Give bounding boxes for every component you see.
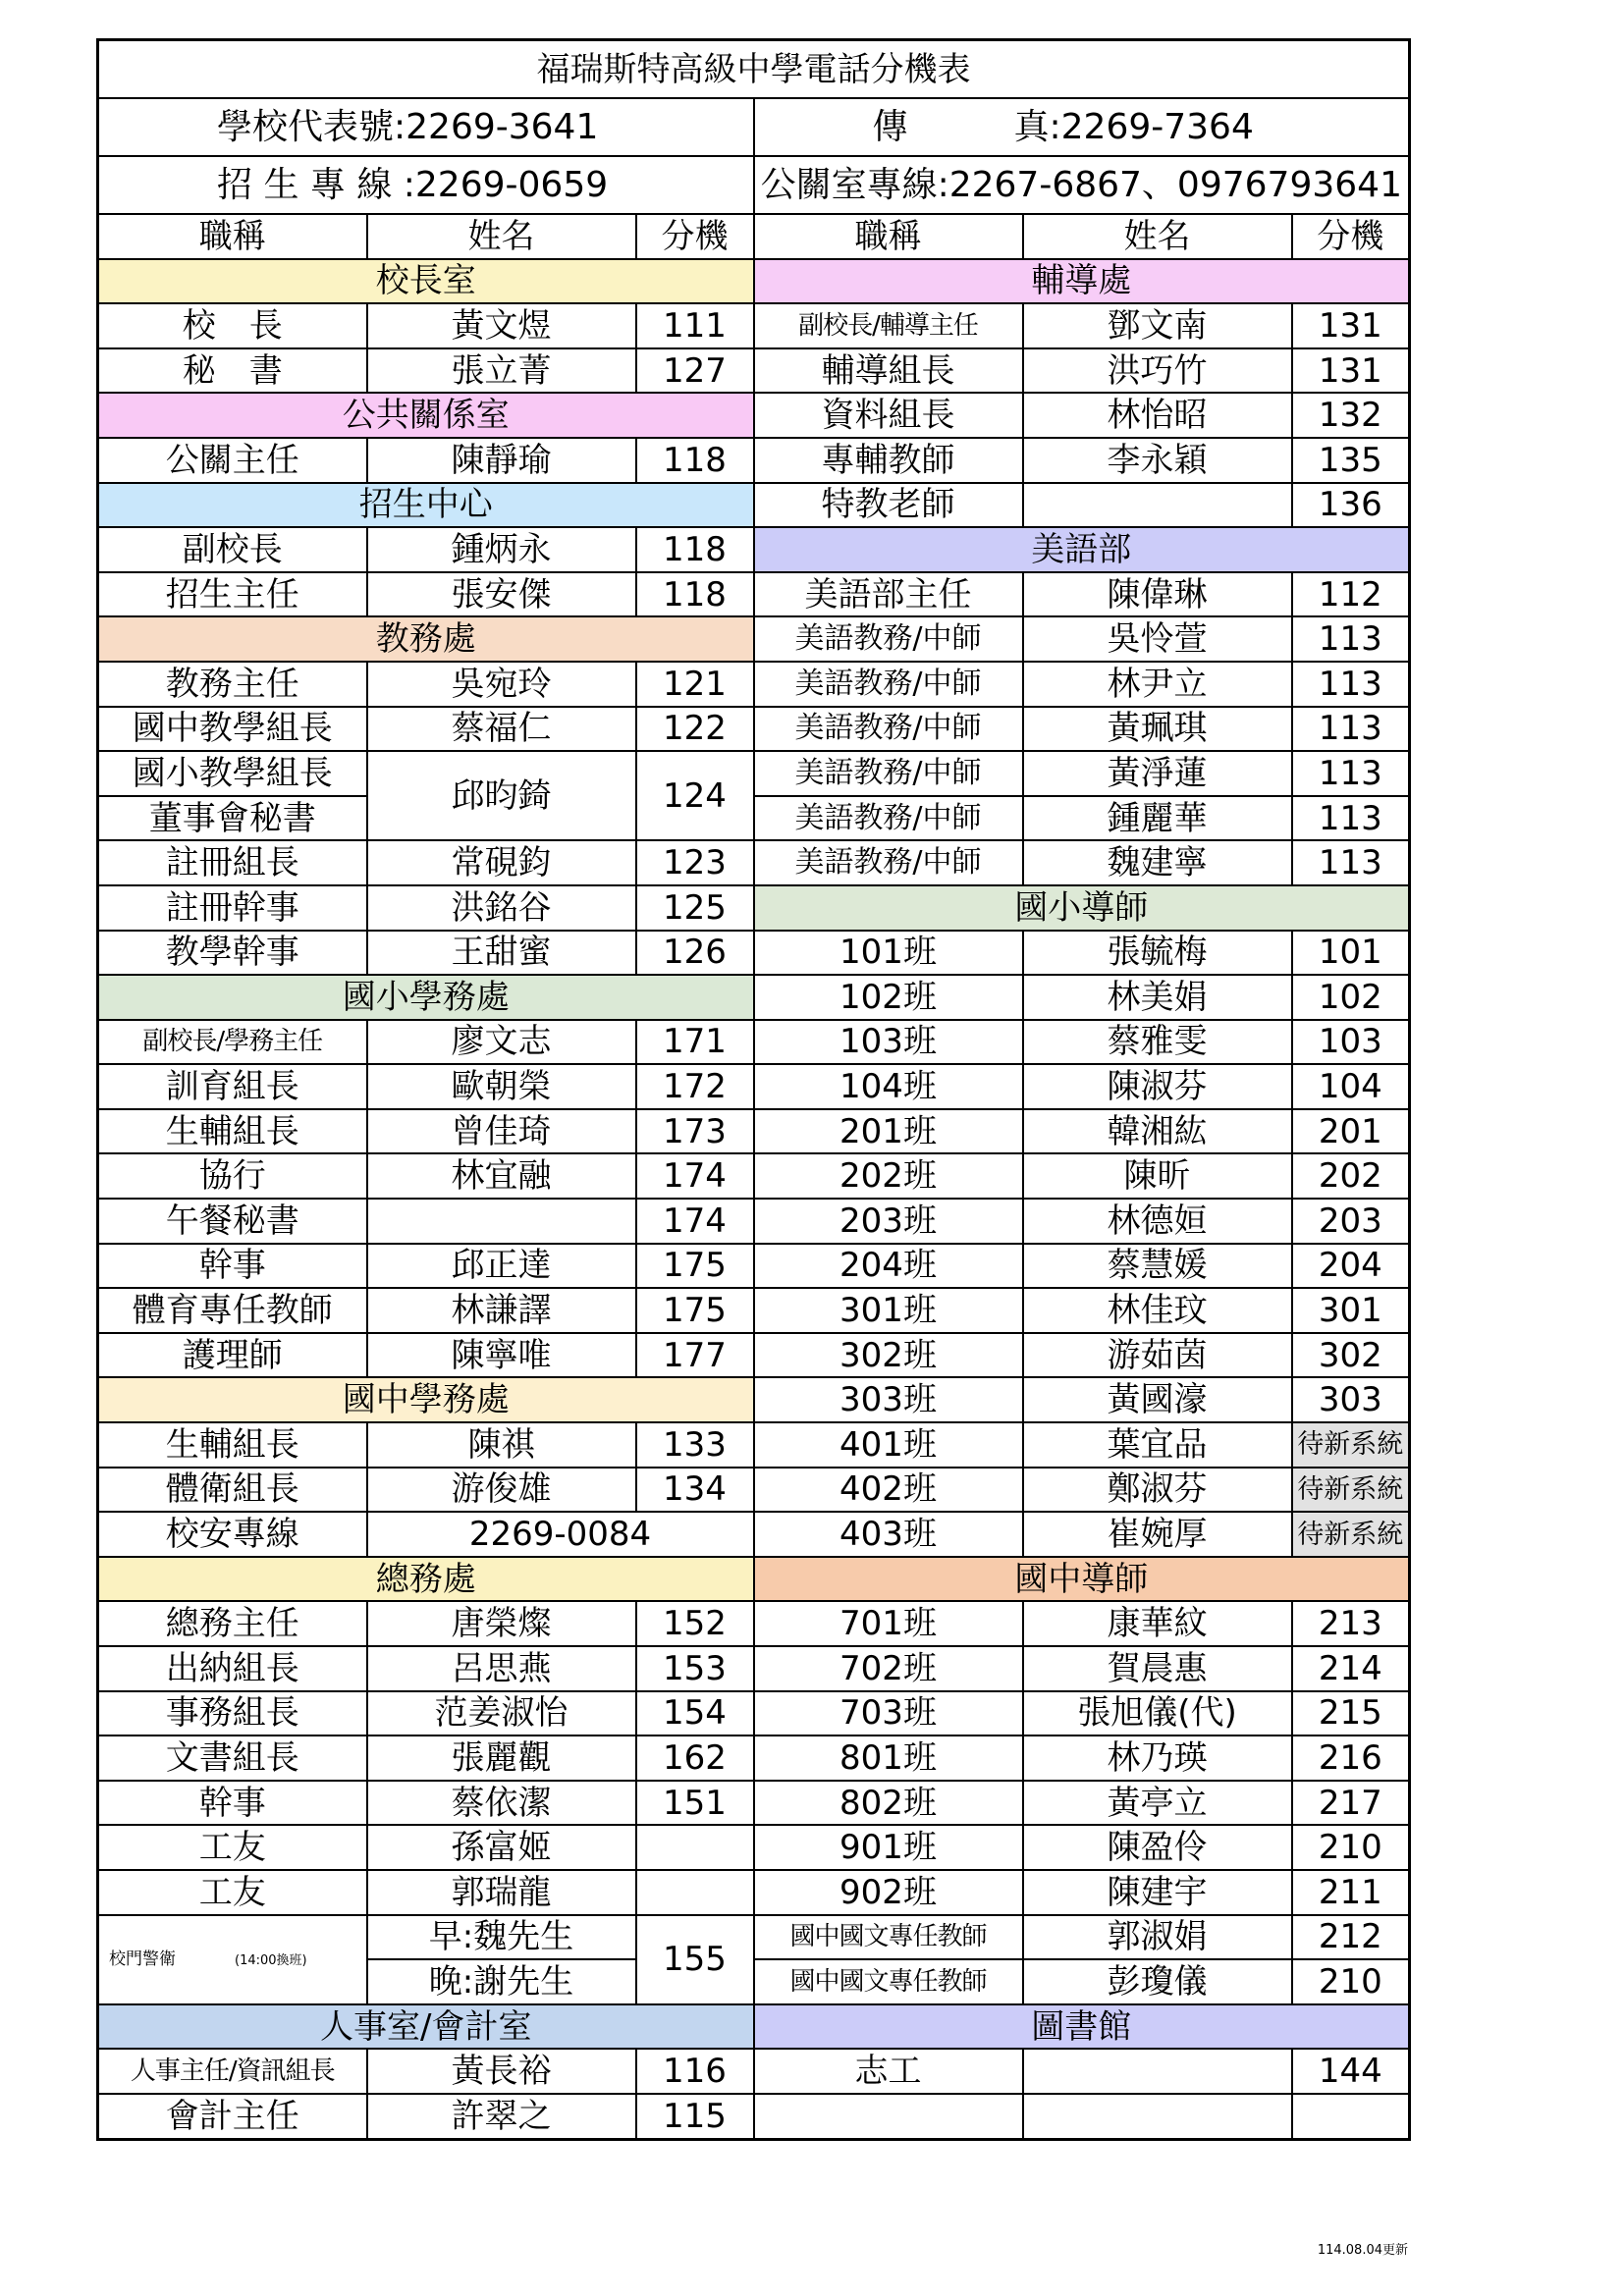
row-name: 鍾麗華 xyxy=(1023,796,1292,841)
row-ext: 210 xyxy=(1292,1959,1410,2004)
row-name: 陳靜瑜 xyxy=(367,438,636,483)
row-ext: 201 xyxy=(1292,1109,1410,1154)
row-name: 蔡慧媛 xyxy=(1023,1244,1292,1289)
row-title: 協行 xyxy=(98,1153,367,1199)
row-name xyxy=(1023,2049,1292,2094)
table-row xyxy=(98,1288,1410,1333)
row-ext: 301 xyxy=(1292,1288,1410,1333)
row-ext: 124 xyxy=(636,751,754,840)
row-ext: 303 xyxy=(1292,1377,1410,1422)
guard-title: 校門警衛 xyxy=(109,1949,176,1969)
table-row xyxy=(98,1244,1410,1289)
table-row xyxy=(98,2094,1410,2139)
row-ext: 133 xyxy=(636,1422,754,1468)
row-ext: 115 xyxy=(636,2094,754,2139)
row-title: 303班 xyxy=(754,1377,1023,1422)
row-ext: 125 xyxy=(636,885,754,931)
row-name: 洪巧竹 xyxy=(1023,348,1292,394)
table-row xyxy=(98,707,1410,752)
table-row xyxy=(98,572,1410,617)
row-name: 張旭儀(代) xyxy=(1023,1691,1292,1736)
row-name: 林乃瑛 xyxy=(1023,1735,1292,1781)
row-ext: 144 xyxy=(1292,2049,1410,2094)
section-header: 圖書館 xyxy=(754,2004,1410,2050)
row-title: 401班 xyxy=(754,1422,1023,1468)
row-title: 專輔教師 xyxy=(754,438,1023,483)
section-header: 國中學務處 xyxy=(98,1377,754,1422)
row-title: 護理師 xyxy=(98,1333,367,1378)
row-title: 美語教務/中師 xyxy=(754,796,1023,841)
row-title: 302班 xyxy=(754,1333,1023,1378)
row-ext: 204 xyxy=(1292,1244,1410,1289)
row-ext: 113 xyxy=(1292,707,1410,752)
table-row xyxy=(98,751,1410,796)
section-header: 美語部 xyxy=(754,527,1410,572)
table-row xyxy=(98,931,1410,976)
row-title: 副校長/學務主任 xyxy=(98,1020,367,1065)
table-row xyxy=(98,393,1410,438)
row-name: 黃國濠 xyxy=(1023,1377,1292,1422)
row-title: 副校長/輔導主任 xyxy=(754,303,1023,348)
row-title: 402班 xyxy=(754,1468,1023,1513)
table-row xyxy=(98,1153,1410,1199)
table-row xyxy=(98,1601,1410,1646)
table-row xyxy=(98,1691,1410,1736)
row-ext: 174 xyxy=(636,1199,754,1244)
row-ext: 136 xyxy=(1292,483,1410,528)
row-name: 吳宛玲 xyxy=(367,662,636,707)
row-ext: 122 xyxy=(636,707,754,752)
row-ext: 118 xyxy=(636,438,754,483)
row-title: 工友 xyxy=(98,1825,367,1870)
empty-cell xyxy=(1023,2094,1292,2139)
row-title: 403班 xyxy=(754,1512,1023,1557)
row-ext: 215 xyxy=(1292,1691,1410,1736)
row-ext: 202 xyxy=(1292,1153,1410,1199)
row-name: 黃珮琪 xyxy=(1023,707,1292,752)
row-name: 蔡依潔 xyxy=(367,1781,636,1826)
fax-number: 傳 真:2269-7364 xyxy=(754,98,1410,156)
row-title: 701班 xyxy=(754,1601,1023,1646)
table-row xyxy=(98,1109,1410,1154)
table-row xyxy=(98,259,1410,304)
row-title: 901班 xyxy=(754,1825,1023,1870)
row-title: 志工 xyxy=(754,2049,1023,2094)
table-row xyxy=(98,662,1410,707)
row-title: 校 長 xyxy=(98,303,367,348)
row-name: 林怡昭 xyxy=(1023,393,1292,438)
section-header: 國中導師 xyxy=(754,1557,1410,1602)
row-title: 體衛組長 xyxy=(98,1468,367,1513)
section-header: 公共關係室 xyxy=(98,393,754,438)
row-title: 204班 xyxy=(754,1244,1023,1289)
row-name: 葉宜品 xyxy=(1023,1422,1292,1468)
row-ext: 104 xyxy=(1292,1064,1410,1109)
row-ext: 175 xyxy=(636,1244,754,1289)
row-name: 2269-0084 xyxy=(367,1512,754,1557)
row-ext: 121 xyxy=(636,662,754,707)
row-name: 陳盈伶 xyxy=(1023,1825,1292,1870)
row-title: 802班 xyxy=(754,1781,1023,1826)
row-title: 人事主任/資訊組長 xyxy=(98,2049,367,2094)
row-name: 黃淨蓮 xyxy=(1023,751,1292,796)
row-name: 張毓梅 xyxy=(1023,931,1292,976)
table-row xyxy=(98,1020,1410,1065)
section-header: 國小學務處 xyxy=(98,975,754,1020)
row-ext: 162 xyxy=(636,1735,754,1781)
section-header: 人事室/會計室 xyxy=(98,2004,754,2050)
row-name: 陳淑芬 xyxy=(1023,1064,1292,1109)
column-header: 分機 xyxy=(636,214,754,259)
row-ext: 待新系統 xyxy=(1292,1512,1410,1557)
row-ext: 152 xyxy=(636,1601,754,1646)
row-ext: 101 xyxy=(1292,931,1410,976)
row-name: 王甜蜜 xyxy=(367,931,636,976)
row-title: 公關主任 xyxy=(98,438,367,483)
row-name: 鄧文南 xyxy=(1023,303,1292,348)
row-name: 洪銘谷 xyxy=(367,885,636,931)
row-title: 801班 xyxy=(754,1735,1023,1781)
table-row xyxy=(98,2049,1410,2094)
row-name: 黃亭立 xyxy=(1023,1781,1292,1826)
row-name: 張安傑 xyxy=(367,572,636,617)
row-name: 張麗觀 xyxy=(367,1735,636,1781)
row-name: 邱昀錡 xyxy=(367,751,636,840)
row-title: 301班 xyxy=(754,1288,1023,1333)
row-title: 702班 xyxy=(754,1646,1023,1691)
row-name: 陳寧唯 xyxy=(367,1333,636,1378)
row-name: 陳偉琳 xyxy=(1023,572,1292,617)
row-title: 體育專任教師 xyxy=(98,1288,367,1333)
row-name: 崔婉厚 xyxy=(1023,1512,1292,1557)
row-name: 曾佳琦 xyxy=(367,1109,636,1154)
row-title: 101班 xyxy=(754,931,1023,976)
row-name: 林德姮 xyxy=(1023,1199,1292,1244)
table-row xyxy=(98,483,1410,528)
row-title: 美語教務/中師 xyxy=(754,707,1023,752)
row-name: 彭瓊儀 xyxy=(1023,1959,1292,2004)
row-title: 工友 xyxy=(98,1870,367,1915)
row-ext: 103 xyxy=(1292,1020,1410,1065)
row-ext: 217 xyxy=(1292,1781,1410,1826)
row-title: 國中國文專任教師 xyxy=(754,1959,1023,2004)
row-title: 事務組長 xyxy=(98,1691,367,1736)
table-row xyxy=(98,975,1410,1020)
row-ext: 102 xyxy=(1292,975,1410,1020)
row-name: 林佳玟 xyxy=(1023,1288,1292,1333)
pr-number: 公關室專線:2267-6867、0976793641 xyxy=(754,156,1410,214)
row-name: 賀晨惠 xyxy=(1023,1646,1292,1691)
row-ext: 116 xyxy=(636,2049,754,2094)
row-name: 陳建宇 xyxy=(1023,1870,1292,1915)
row-ext: 174 xyxy=(636,1153,754,1199)
row-ext: 113 xyxy=(1292,751,1410,796)
row-title: 生輔組長 xyxy=(98,1422,367,1468)
row-ext: 216 xyxy=(1292,1735,1410,1781)
row-title: 秘 書 xyxy=(98,348,367,394)
row-title: 104班 xyxy=(754,1064,1023,1109)
table-row xyxy=(98,1064,1410,1109)
row-ext: 171 xyxy=(636,1020,754,1065)
main-number: 學校代表號:2269-3641 xyxy=(98,98,754,156)
row-name: 蔡雅雯 xyxy=(1023,1020,1292,1065)
table-row xyxy=(98,1915,1410,1960)
row-title: 國中國文專任教師 xyxy=(754,1915,1023,1960)
section-header: 招生中心 xyxy=(98,483,754,528)
row-title: 幹事 xyxy=(98,1244,367,1289)
row-ext: 135 xyxy=(1292,438,1410,483)
table-row xyxy=(98,1512,1410,1557)
row-title: 國中教學組長 xyxy=(98,707,367,752)
row-name: 吳怜萱 xyxy=(1023,616,1292,662)
row-title: 副校長 xyxy=(98,527,367,572)
section-header: 校長室 xyxy=(98,259,754,304)
row-name: 唐榮燦 xyxy=(367,1601,636,1646)
table-row xyxy=(98,1825,1410,1870)
section-header: 國小導師 xyxy=(754,885,1410,931)
row-title: 201班 xyxy=(754,1109,1023,1154)
row-ext xyxy=(636,1825,754,1870)
row-name: 游俊雄 xyxy=(367,1468,636,1513)
row-title: 資料組長 xyxy=(754,393,1023,438)
row-name: 張立菁 xyxy=(367,348,636,394)
row-ext: 126 xyxy=(636,931,754,976)
guard-note: (14:00換班) xyxy=(235,1952,307,1968)
guard-title-cell xyxy=(98,1915,367,2004)
row-title: 出納組長 xyxy=(98,1646,367,1691)
row-title: 訓育組長 xyxy=(98,1064,367,1109)
table-row xyxy=(98,840,1410,885)
row-name: 游茹茵 xyxy=(1023,1333,1292,1378)
row-name xyxy=(367,1199,636,1244)
row-ext: 113 xyxy=(1292,616,1410,662)
row-name: 鄭淑芬 xyxy=(1023,1468,1292,1513)
row-title: 註冊幹事 xyxy=(98,885,367,931)
table-row xyxy=(98,1422,1410,1468)
row-ext xyxy=(636,1870,754,1915)
row-name: 陳昕 xyxy=(1023,1153,1292,1199)
row-title: 董事會秘書 xyxy=(98,796,367,841)
row-name: 范姜淑怡 xyxy=(367,1691,636,1736)
row-ext: 112 xyxy=(1292,572,1410,617)
table-row xyxy=(98,1377,1410,1422)
table-row xyxy=(98,1468,1410,1513)
row-name: 邱正達 xyxy=(367,1244,636,1289)
row-ext: 154 xyxy=(636,1691,754,1736)
document-title: 福瑞斯特高級中學電話分機表 xyxy=(98,40,1410,99)
row-name: 孫富姬 xyxy=(367,1825,636,1870)
row-ext: 131 xyxy=(1292,303,1410,348)
row-name: 常硯鈞 xyxy=(367,840,636,885)
table-row xyxy=(98,2004,1410,2050)
row-title: 註冊組長 xyxy=(98,840,367,885)
row-ext: 118 xyxy=(636,572,754,617)
row-name: 林尹立 xyxy=(1023,662,1292,707)
row-title: 總務主任 xyxy=(98,1601,367,1646)
table-row xyxy=(98,1646,1410,1691)
column-header: 職稱 xyxy=(98,214,367,259)
row-title: 招生主任 xyxy=(98,572,367,617)
row-ext: 211 xyxy=(1292,1870,1410,1915)
row-name: 陳祺 xyxy=(367,1422,636,1468)
row-name: 康華紋 xyxy=(1023,1601,1292,1646)
table-row xyxy=(98,1557,1410,1602)
row-title: 文書組長 xyxy=(98,1735,367,1781)
row-name: 蔡福仁 xyxy=(367,707,636,752)
row-ext: 134 xyxy=(636,1468,754,1513)
row-ext: 212 xyxy=(1292,1915,1410,1960)
row-title: 美語教務/中師 xyxy=(754,840,1023,885)
row-name: 郭淑娟 xyxy=(1023,1915,1292,1960)
row-title: 會計主任 xyxy=(98,2094,367,2139)
row-ext: 210 xyxy=(1292,1825,1410,1870)
row-ext: 111 xyxy=(636,303,754,348)
section-header: 輔導處 xyxy=(754,259,1410,304)
row-ext: 173 xyxy=(636,1109,754,1154)
row-title: 美語部主任 xyxy=(754,572,1023,617)
row-title: 午餐秘書 xyxy=(98,1199,367,1244)
row-name: 林美娟 xyxy=(1023,975,1292,1020)
column-header: 姓名 xyxy=(367,214,636,259)
section-header: 教務處 xyxy=(98,616,754,662)
row-title: 202班 xyxy=(754,1153,1023,1199)
table-row xyxy=(98,348,1410,394)
row-name: 許翠之 xyxy=(367,2094,636,2139)
column-header: 分機 xyxy=(1292,214,1410,259)
update-date: 114.08.04更新 xyxy=(1317,2243,1408,2258)
row-name: 林謙譯 xyxy=(367,1288,636,1333)
row-title: 美語教務/中師 xyxy=(754,662,1023,707)
row-name: 郭瑞龍 xyxy=(367,1870,636,1915)
row-ext: 132 xyxy=(1292,393,1410,438)
row-ext: 123 xyxy=(636,840,754,885)
table-row xyxy=(98,1199,1410,1244)
column-header: 姓名 xyxy=(1023,214,1292,259)
row-title: 生輔組長 xyxy=(98,1109,367,1154)
row-title: 102班 xyxy=(754,975,1023,1020)
row-title: 203班 xyxy=(754,1199,1023,1244)
row-ext: 127 xyxy=(636,348,754,394)
column-header: 職稱 xyxy=(754,214,1023,259)
row-title: 美語教務/中師 xyxy=(754,751,1023,796)
row-ext: 113 xyxy=(1292,796,1410,841)
empty-cell xyxy=(754,2094,1023,2139)
row-name: 黃長裕 xyxy=(367,2049,636,2094)
extension-table xyxy=(96,38,1411,2141)
row-title: 校安專線 xyxy=(98,1512,367,1557)
row-ext: 113 xyxy=(1292,840,1410,885)
row-name: 魏建寧 xyxy=(1023,840,1292,885)
row-name: 早:魏先生 xyxy=(367,1915,636,1960)
row-ext: 153 xyxy=(636,1646,754,1691)
row-name xyxy=(1023,483,1292,528)
row-name: 鍾炳永 xyxy=(367,527,636,572)
row-ext: 151 xyxy=(636,1781,754,1826)
row-ext: 155 xyxy=(636,1915,754,2004)
row-ext: 213 xyxy=(1292,1601,1410,1646)
table-row xyxy=(98,616,1410,662)
row-ext: 172 xyxy=(636,1064,754,1109)
row-title: 國小教學組長 xyxy=(98,751,367,796)
row-name: 歐朝榮 xyxy=(367,1064,636,1109)
row-ext: 203 xyxy=(1292,1199,1410,1244)
table-row xyxy=(98,1781,1410,1826)
row-name: 黃文煜 xyxy=(367,303,636,348)
row-ext: 118 xyxy=(636,527,754,572)
row-title: 教學幹事 xyxy=(98,931,367,976)
row-ext: 113 xyxy=(1292,662,1410,707)
empty-cell xyxy=(1292,2094,1410,2139)
row-title: 703班 xyxy=(754,1691,1023,1736)
row-ext: 214 xyxy=(1292,1646,1410,1691)
table-row xyxy=(98,796,1410,841)
row-ext: 302 xyxy=(1292,1333,1410,1378)
section-header: 總務處 xyxy=(98,1557,754,1602)
row-title: 幹事 xyxy=(98,1781,367,1826)
table-row xyxy=(98,438,1410,483)
table-row xyxy=(98,527,1410,572)
row-title: 902班 xyxy=(754,1870,1023,1915)
row-title: 特教老師 xyxy=(754,483,1023,528)
row-title: 103班 xyxy=(754,1020,1023,1065)
table-row xyxy=(98,1735,1410,1781)
row-name: 林宜融 xyxy=(367,1153,636,1199)
row-title: 輔導組長 xyxy=(754,348,1023,394)
row-title: 美語教務/中師 xyxy=(754,616,1023,662)
row-title: 教務主任 xyxy=(98,662,367,707)
row-ext: 131 xyxy=(1292,348,1410,394)
table-row xyxy=(98,885,1410,931)
row-name: 呂思燕 xyxy=(367,1646,636,1691)
row-name: 晚:謝先生 xyxy=(367,1959,636,2004)
row-ext: 175 xyxy=(636,1288,754,1333)
extension-directory xyxy=(96,38,1408,2141)
table-row xyxy=(98,1333,1410,1378)
admission-number: 招 生 專 線 :2269-0659 xyxy=(98,156,754,214)
row-name: 韓湘紘 xyxy=(1023,1109,1292,1154)
row-name: 廖文志 xyxy=(367,1020,636,1065)
table-row xyxy=(98,1870,1410,1915)
row-name: 李永穎 xyxy=(1023,438,1292,483)
table-row xyxy=(98,303,1410,348)
row-ext: 177 xyxy=(636,1333,754,1378)
row-ext: 待新系統 xyxy=(1292,1468,1410,1513)
row-ext: 待新系統 xyxy=(1292,1422,1410,1468)
